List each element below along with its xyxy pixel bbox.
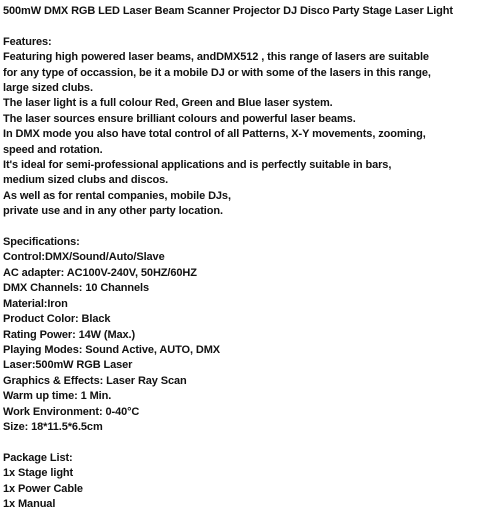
spec-line: Rating Power: 14W (Max.) (3, 328, 136, 341)
spec-line: AC adapter: AC100V-240V, 50HZ/60HZ (3, 266, 197, 279)
features-line: speed and rotation. (3, 143, 103, 156)
features-line: for any type of occassion, be it a mobile DJ or with some of the lasers in this range, (3, 66, 431, 79)
features-heading: Features: (3, 35, 52, 48)
features-line: As well as for rental companies, mobile DJs, (3, 189, 231, 202)
package-item: 1x Manual (3, 497, 56, 510)
spec-line: Graphics & Effects: Laser Ray Scan (3, 374, 187, 387)
spec-line: Product Color: Black (3, 313, 111, 326)
spacer (3, 435, 498, 450)
spec-line: DMX Channels: 10 Channels (3, 282, 150, 295)
spec-line: Control:DMX/Sound/Auto/Slave (3, 251, 165, 264)
package-item: 1x Stage light (3, 467, 74, 480)
specifications-heading: Specifications: (3, 236, 80, 249)
spec-line: Material:Iron (3, 297, 68, 310)
features-line: large sized clubs. (3, 82, 93, 95)
features-line: private use and in any other party location. (3, 205, 223, 218)
spacer (3, 220, 498, 235)
spacer (3, 19, 498, 34)
features-line: The laser light is a full colour Red, Green and Blue laser system. (3, 97, 333, 110)
features-list (3, 50, 498, 219)
features-line: It's ideal for semi-professional applications and is perfectly suitable in bars, (3, 159, 392, 172)
specifications-list (3, 250, 498, 435)
features-line: Featuring high powered laser beams, andDMX512 , this range of lasers are suitable (3, 51, 429, 64)
features-line: In DMX mode you also have total control of all Patterns, X-Y movements, zooming, (3, 128, 426, 141)
spec-line: Size: 18*11.5*6.5cm (3, 420, 103, 433)
document-title: 500mW DMX RGB LED Laser Beam Scanner Projector DJ Disco Party Stage Laser Light (3, 5, 453, 17)
package-list (3, 466, 498, 512)
package-list-heading: Package List: (3, 451, 73, 464)
package-item: 1x Power Cable (3, 482, 83, 495)
features-line: The laser sources ensure brilliant colours and powerful laser beams. (3, 112, 356, 125)
spec-line: Laser:500mW RGB Laser (3, 359, 133, 372)
spec-line: Playing Modes: Sound Active, AUTO, DMX (3, 343, 221, 356)
spec-line: Work Environment: 0-40°C (3, 405, 140, 418)
spec-line: Warm up time: 1 Min. (3, 390, 112, 403)
features-line: medium sized clubs and discos. (3, 174, 169, 187)
